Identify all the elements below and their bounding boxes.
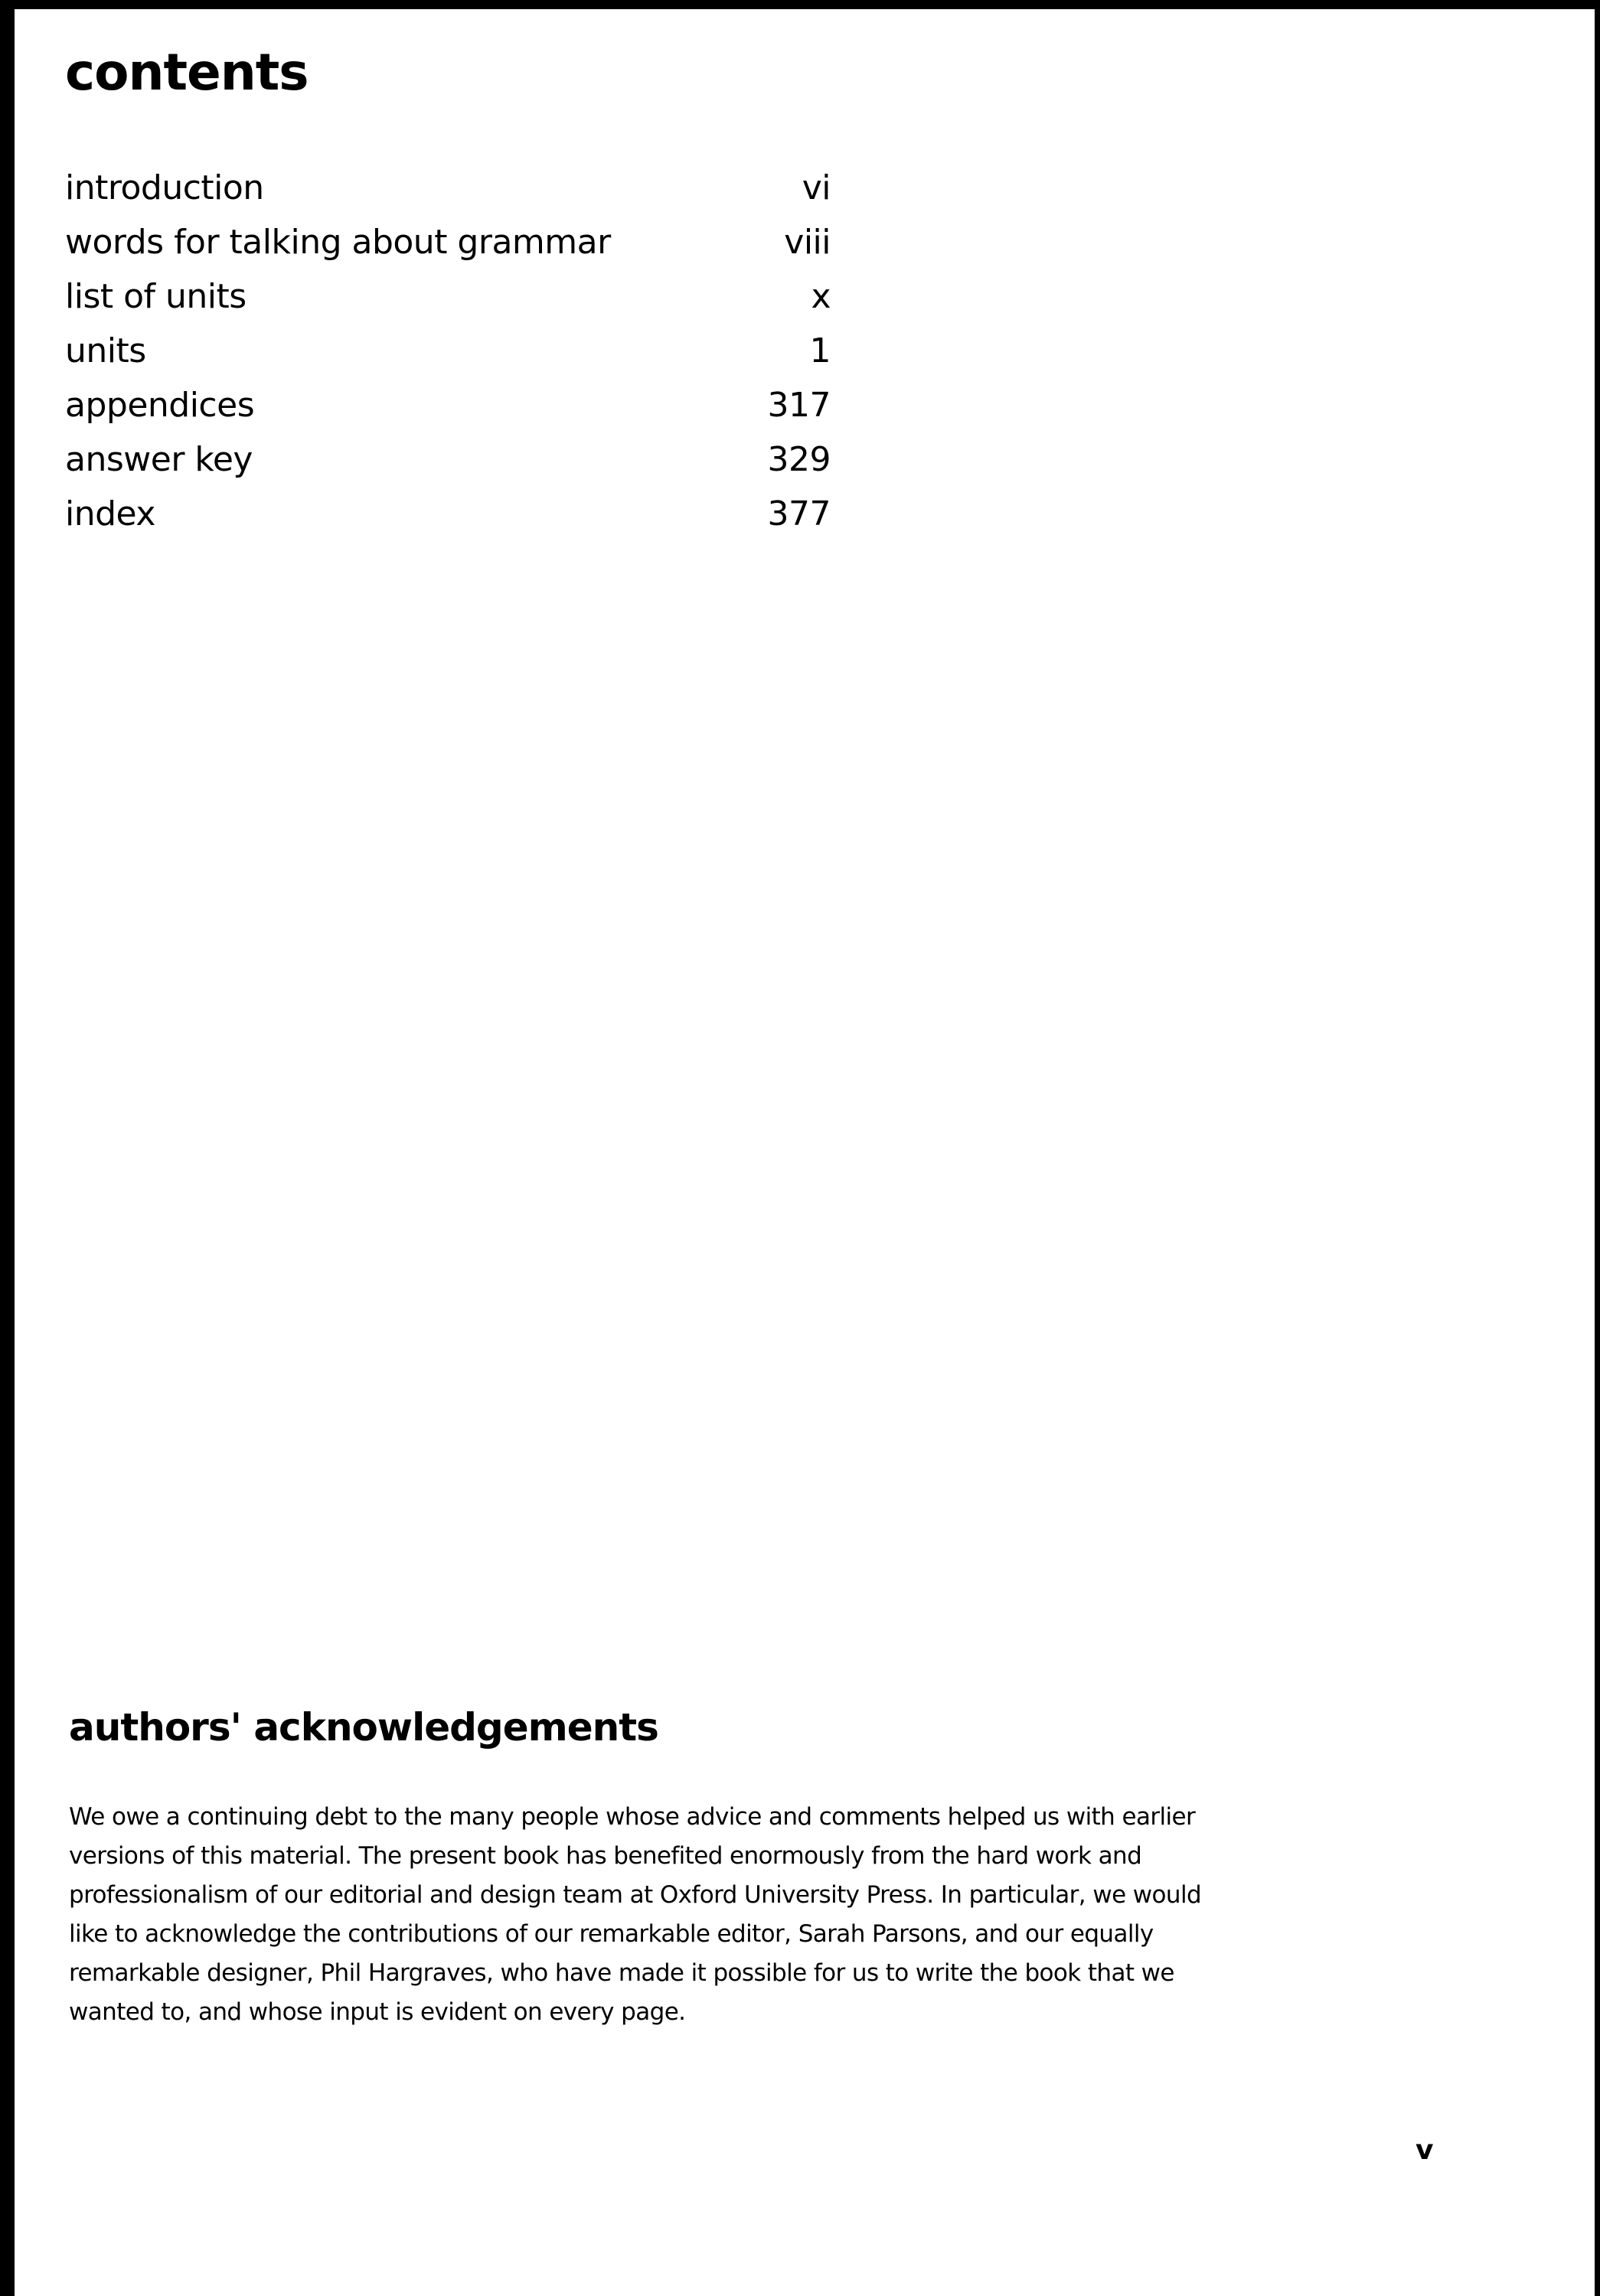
book-page [15,9,1595,2296]
toc-entry-page: 377 [767,494,831,533]
toc-entry-label: introduction [65,168,264,207]
toc-entry-label: list of units [65,277,247,316]
toc-entry-page: 317 [767,386,831,425]
contents-heading: contents [65,43,309,102]
toc-entry-page: 1 [809,331,831,370]
toc-entry-answer-key [65,432,831,487]
toc-entry-appendices [65,378,831,432]
toc-entry-label: index [65,494,155,533]
toc-entry-page: vi [802,168,831,207]
acknowledgements-paragraph: We owe a continuing debt to the many people whose advice and comments helped us with earlier versions of this material. The present book has benefited enormously from the hard work and professionalism of our editorial and design team at Oxford University Press. In particular, we would like to acknowledge the contributions of our remarkable editor, Sarah Parsons, and our equally remarkable designer, Phil Hargraves, who have made it possible for us to write the book that we wanted to, and whose input is evident on every page. [69,1803,1202,2026]
toc-entry-label: appendices [65,386,255,425]
acknowledgements-heading: authors' acknowledgements [69,1705,658,1750]
toc-entry-list-of-units [65,269,831,324]
page-number: v [1416,2135,1434,2166]
toc-entry-label: words for talking about grammar [65,223,611,262]
toc-entry-introduction [65,161,831,215]
table-of-contents [65,161,831,541]
toc-entry-page: x [811,277,831,316]
toc-entry-label: units [65,331,146,370]
toc-entry-page: viii [784,223,831,262]
toc-entry-grammar-words [65,215,831,269]
toc-entry-page: 329 [767,440,831,479]
toc-entry-label: answer key [65,440,253,479]
toc-entry-units [65,324,831,378]
toc-entry-index [65,487,831,541]
